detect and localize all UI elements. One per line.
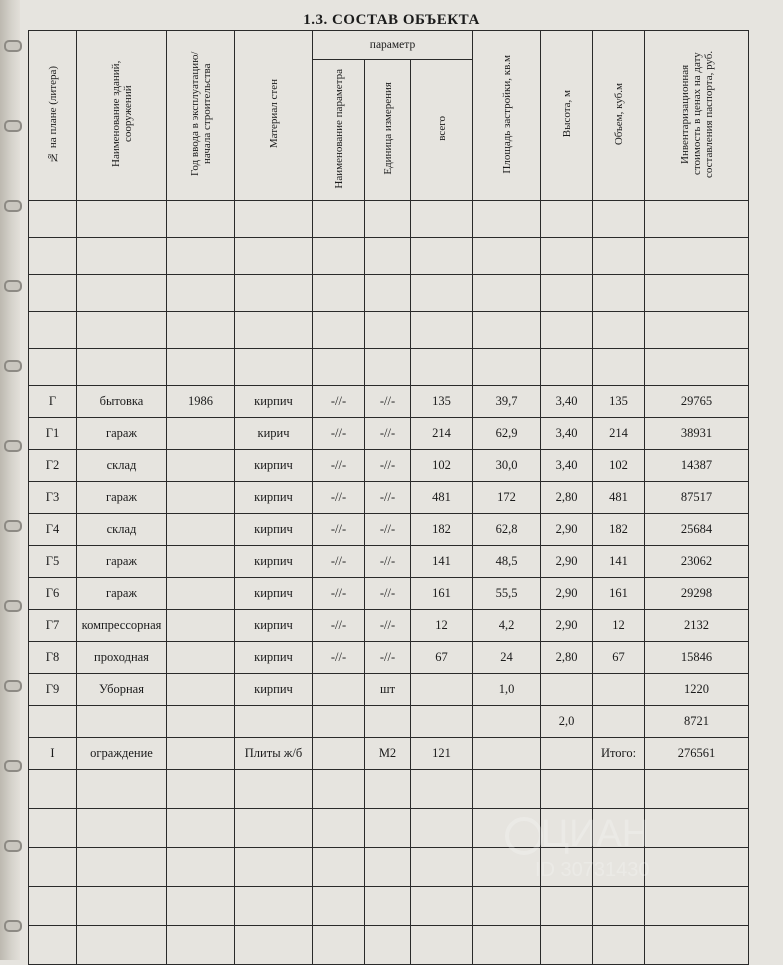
cell-volume: 161: [593, 578, 645, 610]
cell-wall-material: кирпич: [235, 674, 313, 706]
cell-param-total: 121: [411, 738, 473, 770]
empty-row: [29, 238, 749, 275]
header-year: Год ввода в эксплуатацию/начала строительства: [167, 31, 235, 201]
cell-wall-material: кирпич: [235, 386, 313, 418]
cell-wall-material: кирпич: [235, 578, 313, 610]
header-param-unit: Единица измерения: [365, 60, 411, 201]
cell-wall-material: кирпич: [235, 642, 313, 674]
cell-inventory-cost: 87517: [645, 482, 749, 514]
cell-built-area: 172: [473, 482, 541, 514]
header-name: Наименование зданий, сооружений: [77, 31, 167, 201]
header-param-total: всего: [411, 60, 473, 201]
cell-wall-material: кирпич: [235, 514, 313, 546]
cell-param-total: 12: [411, 610, 473, 642]
notebook-binding: [0, 0, 20, 960]
cell-volume: 214: [593, 418, 645, 450]
cell-height: 2,90: [541, 546, 593, 578]
watermark-brand: ЦИАН: [541, 813, 650, 855]
cell-param-total: 102: [411, 450, 473, 482]
cell-name: гараж: [77, 546, 167, 578]
binding-ring: [4, 440, 22, 452]
cell-inventory-cost: 25684: [645, 514, 749, 546]
cell-plan-no: Г9: [29, 674, 77, 706]
cell-wall-material: кирпич: [235, 610, 313, 642]
cell-param-unit: шт: [365, 674, 411, 706]
cell-param-total: 141: [411, 546, 473, 578]
cell-built-area: 62,9: [473, 418, 541, 450]
empty-row: [29, 312, 749, 349]
watermark-id: ID 30731430: [535, 859, 650, 881]
cell-volume: 102: [593, 450, 645, 482]
binding-ring: [4, 760, 22, 772]
header-param-name: Наименование параметра: [313, 60, 365, 201]
cell-year: 1986: [167, 386, 235, 418]
cell-built-area: 39,7: [473, 386, 541, 418]
cell-year: [167, 674, 235, 706]
table-row: [29, 738, 749, 770]
cell-param-unit: -//-: [365, 578, 411, 610]
empty-row: [29, 926, 749, 965]
table-row: [29, 450, 749, 482]
binding-ring: [4, 360, 22, 372]
data-rows: [29, 386, 749, 770]
cell-built-area: 1,0: [473, 674, 541, 706]
cell-built-area: [473, 706, 541, 738]
header-built-area: Площадь застройки, кв.м: [473, 31, 541, 201]
cell-param-name: -//-: [313, 450, 365, 482]
empty-row: [29, 275, 749, 312]
table-row: [29, 418, 749, 450]
cell-plan-no: Г3: [29, 482, 77, 514]
cell-param-unit: -//-: [365, 610, 411, 642]
cell-plan-no: Г: [29, 386, 77, 418]
cell-param-total: 135: [411, 386, 473, 418]
cell-param-name: -//-: [313, 386, 365, 418]
cell-volume: 481: [593, 482, 645, 514]
cell-param-name: -//-: [313, 482, 365, 514]
cell-height: 2,0: [541, 706, 593, 738]
cell-inventory-cost: 38931: [645, 418, 749, 450]
cell-name: гараж: [77, 578, 167, 610]
empty-row: [29, 770, 749, 809]
cell-inventory-cost: 2132: [645, 610, 749, 642]
cell-volume: 182: [593, 514, 645, 546]
cell-param-unit: -//-: [365, 450, 411, 482]
cell-height: 3,40: [541, 418, 593, 450]
binding-ring: [4, 840, 22, 852]
cell-height: 2,80: [541, 642, 593, 674]
cell-volume: 135: [593, 386, 645, 418]
cell-param-name: -//-: [313, 642, 365, 674]
cell-year: [167, 706, 235, 738]
table-body: [29, 201, 749, 386]
cell-param-unit: [365, 706, 411, 738]
cell-param-total: 161: [411, 578, 473, 610]
cell-param-total: 67: [411, 642, 473, 674]
cell-wall-material: кирпич: [235, 546, 313, 578]
cell-height: 3,40: [541, 450, 593, 482]
blank-tail-rows: [29, 770, 749, 965]
cell-name: склад: [77, 450, 167, 482]
cell-height: 2,80: [541, 482, 593, 514]
cell-name: [77, 706, 167, 738]
cell-built-area: 55,5: [473, 578, 541, 610]
binding-ring: [4, 40, 22, 52]
empty-row: [29, 201, 749, 238]
cell-name: компрессорная: [77, 610, 167, 642]
cell-plan-no: Г7: [29, 610, 77, 642]
cell-name: склад: [77, 514, 167, 546]
cell-inventory-cost: 276561: [645, 738, 749, 770]
table-row: [29, 514, 749, 546]
table-row: [29, 482, 749, 514]
header-volume: Объем, куб.м: [593, 31, 645, 201]
table-row: [29, 610, 749, 642]
cell-height: 2,90: [541, 514, 593, 546]
cell-name: проходная: [77, 642, 167, 674]
cell-param-total: [411, 706, 473, 738]
cell-plan-no: I: [29, 738, 77, 770]
cell-param-unit: -//-: [365, 482, 411, 514]
cell-plan-no: Г8: [29, 642, 77, 674]
document-title: 1.3. СОСТАВ ОБЪЕКТА: [303, 12, 480, 28]
cell-param-name: -//-: [313, 610, 365, 642]
cell-year: [167, 642, 235, 674]
cell-name: Уборная: [77, 674, 167, 706]
cell-volume: 12: [593, 610, 645, 642]
cell-wall-material: Плиты ж/б: [235, 738, 313, 770]
cell-built-area: 62,8: [473, 514, 541, 546]
table-row: [29, 386, 749, 418]
header-param-group: параметр: [313, 31, 473, 60]
binding-ring: [4, 520, 22, 532]
cell-volume: [593, 674, 645, 706]
cell-plan-no: Г4: [29, 514, 77, 546]
cell-inventory-cost: 23062: [645, 546, 749, 578]
cell-height: 3,40: [541, 386, 593, 418]
header-plan-no: № на плане (литера): [29, 31, 77, 201]
binding-ring: [4, 920, 22, 932]
empty-row: [29, 848, 749, 887]
cell-plan-no: Г5: [29, 546, 77, 578]
cell-year: [167, 514, 235, 546]
cell-name: бытовка: [77, 386, 167, 418]
cell-param-unit: -//-: [365, 546, 411, 578]
cell-inventory-cost: 15846: [645, 642, 749, 674]
cell-built-area: 4,2: [473, 610, 541, 642]
binding-ring: [4, 280, 22, 292]
table-row: [29, 546, 749, 578]
cell-volume: 141: [593, 546, 645, 578]
cell-height: 2,90: [541, 578, 593, 610]
cell-year: [167, 578, 235, 610]
header-inventory-cost: Инвентаризационная стоимость в ценах на дату составления паспорта, руб.: [645, 31, 749, 201]
header-wall-material: Материал стен: [235, 31, 313, 201]
cell-name: гараж: [77, 418, 167, 450]
cell-height: [541, 738, 593, 770]
cell-height: 2,90: [541, 610, 593, 642]
cell-height: [541, 674, 593, 706]
cell-inventory-cost: 29298: [645, 578, 749, 610]
cell-param-unit: -//-: [365, 418, 411, 450]
cell-built-area: 48,5: [473, 546, 541, 578]
cell-wall-material: кирич: [235, 418, 313, 450]
cell-plan-no: Г1: [29, 418, 77, 450]
cell-year: [167, 450, 235, 482]
cell-year: [167, 418, 235, 450]
cell-param-name: -//-: [313, 578, 365, 610]
cell-year: [167, 546, 235, 578]
cell-plan-no: [29, 706, 77, 738]
header-height: Высота, м: [541, 31, 593, 201]
cell-param-name: [313, 706, 365, 738]
cell-param-unit: М2: [365, 738, 411, 770]
empty-row: [29, 809, 749, 848]
cell-name: гараж: [77, 482, 167, 514]
cell-inventory-cost: 14387: [645, 450, 749, 482]
cell-built-area: [473, 738, 541, 770]
cell-built-area: 30,0: [473, 450, 541, 482]
cell-year: [167, 610, 235, 642]
cell-param-unit: -//-: [365, 514, 411, 546]
cell-inventory-cost: 8721: [645, 706, 749, 738]
table-row: [29, 642, 749, 674]
cell-volume: [593, 706, 645, 738]
object-composition-sheet: [28, 30, 752, 960]
cell-param-total: 182: [411, 514, 473, 546]
cell-year: [167, 482, 235, 514]
cell-param-unit: -//-: [365, 386, 411, 418]
cell-built-area: 24: [473, 642, 541, 674]
table-row: [29, 578, 749, 610]
cell-plan-no: Г2: [29, 450, 77, 482]
cell-plan-no: Г6: [29, 578, 77, 610]
cell-inventory-cost: 29765: [645, 386, 749, 418]
binding-ring: [4, 680, 22, 692]
cell-inventory-cost: 1220: [645, 674, 749, 706]
cell-param-total: 214: [411, 418, 473, 450]
table-row: [29, 706, 749, 738]
cell-volume: 67: [593, 642, 645, 674]
cell-volume: Итого:: [593, 738, 645, 770]
binding-ring: [4, 200, 22, 212]
cell-wall-material: кирпич: [235, 482, 313, 514]
empty-row: [29, 887, 749, 926]
cell-wall-material: [235, 706, 313, 738]
cell-param-name: -//-: [313, 546, 365, 578]
object-composition-table: [28, 30, 749, 965]
binding-ring: [4, 120, 22, 132]
cell-param-name: [313, 738, 365, 770]
cell-param-total: 481: [411, 482, 473, 514]
cell-param-name: [313, 674, 365, 706]
cell-year: [167, 738, 235, 770]
binding-ring: [4, 600, 22, 612]
empty-row: [29, 349, 749, 386]
cell-param-total: [411, 674, 473, 706]
cell-param-name: -//-: [313, 514, 365, 546]
cell-param-unit: -//-: [365, 642, 411, 674]
cell-wall-material: кирпич: [235, 450, 313, 482]
table-row: [29, 674, 749, 706]
cell-name: ограждение: [77, 738, 167, 770]
cell-param-name: -//-: [313, 418, 365, 450]
